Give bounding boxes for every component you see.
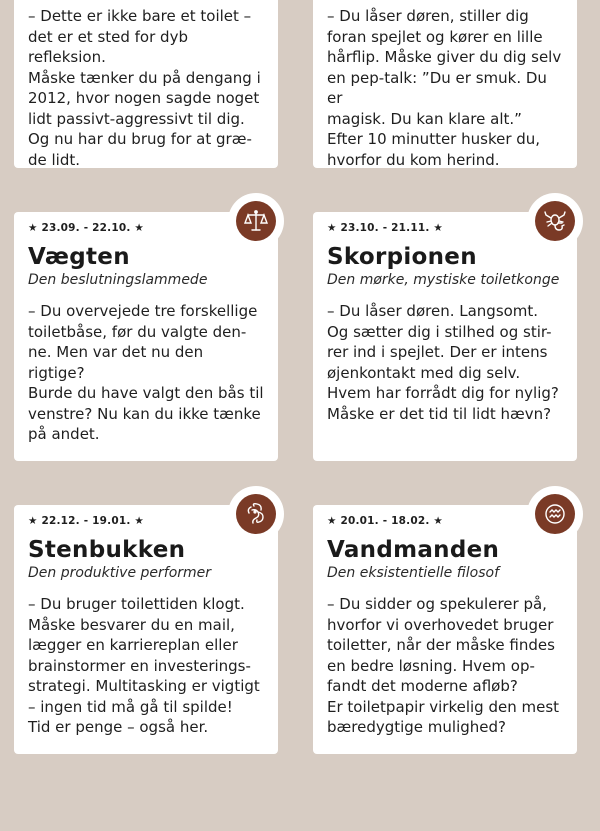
horoscope-card-libra — [14, 212, 278, 461]
sign-subtitle: Den eksistentielle filosof — [327, 565, 500, 581]
sign-subtitle: Den mørke, mystiske toiletkonge — [327, 272, 560, 288]
sign-title: Vægten — [28, 244, 130, 270]
card-text: – Dette er ikke bare et toilet – det er et sted for dyb refleksion. Måske tænker du på dengang i 2012, hvor nogen sagde noget lidt passivt-aggressivt til dig. Og nu har du brug for at græ- de lidt. — [28, 7, 261, 169]
capricorn-badge — [228, 486, 284, 542]
card-text: – Du overvejede tre forskellige toiletbåse, før du valgte den- ne. Men var det nu den rigtige? Burde du have valgt den bås til venstre? Nu kan du ikke tænke på andet. — [28, 302, 264, 443]
libra-icon — [243, 208, 269, 234]
sign-title: Skorpionen — [327, 244, 477, 270]
date-range: ★ 23.09. - 22.10. ★ — [28, 222, 145, 234]
card-text: – Du sidder og spekulerer på, hvorfor vi overhovedet bruger toiletter, når der måske findes en bedre løsning. Hvem op- fandt det moderne afløb? Er toiletpapir virkelig den mest bæredygtige mulighed? — [327, 595, 560, 736]
card-text: – Du låser døren, stiller dig foran spejlet og kører en lille hårflip. Måske giver du dig selv en pep-talk: ”Du er smuk. Du er magisk. Du kan klare alt.” Efter 10 minutter husker du, hvorfor du kom herind. — [327, 7, 562, 169]
horoscope-card-top-left — [14, 0, 278, 168]
horoscope-card-scorpio — [313, 212, 577, 461]
horoscope-card-aquarius — [313, 505, 577, 754]
sign-title: Vandmanden — [327, 537, 500, 563]
date-range: ★ 22.12. - 19.01. ★ — [28, 515, 145, 527]
aquarius-badge — [527, 486, 583, 542]
scorpio-icon — [542, 208, 568, 234]
sign-title: Stenbukken — [28, 537, 186, 563]
aquarius-icon — [542, 501, 568, 527]
card-text: – Du låser døren. Langsomt. Og sætter dig i stilhed og stir- rer ind i spejlet. Der er intens øjenkontakt med dig selv. Hvem har forrådt dig for nylig? Måske er det tid til lidt hævn? — [327, 302, 559, 423]
card-text: – Du bruger toilettiden klogt. Måske besvarer du en mail, lægger en karriereplan eller brainstormer en investerings- strategi. Multitasking er vigtigt – ingen tid må gå til spilde! Tid er penge – også her. — [28, 595, 260, 736]
date-range: ★ 23.10. - 21.11. ★ — [327, 222, 444, 234]
sign-subtitle: Den produktive performer — [28, 565, 212, 581]
sign-subtitle: Den beslutningslammede — [28, 272, 208, 288]
capricorn-icon — [243, 501, 269, 527]
scorpio-badge — [527, 193, 583, 249]
horoscope-card-capricorn — [14, 505, 278, 754]
libra-badge — [228, 193, 284, 249]
horoscope-card-top-right — [313, 0, 577, 168]
date-range: ★ 20.01. - 18.02. ★ — [327, 515, 444, 527]
